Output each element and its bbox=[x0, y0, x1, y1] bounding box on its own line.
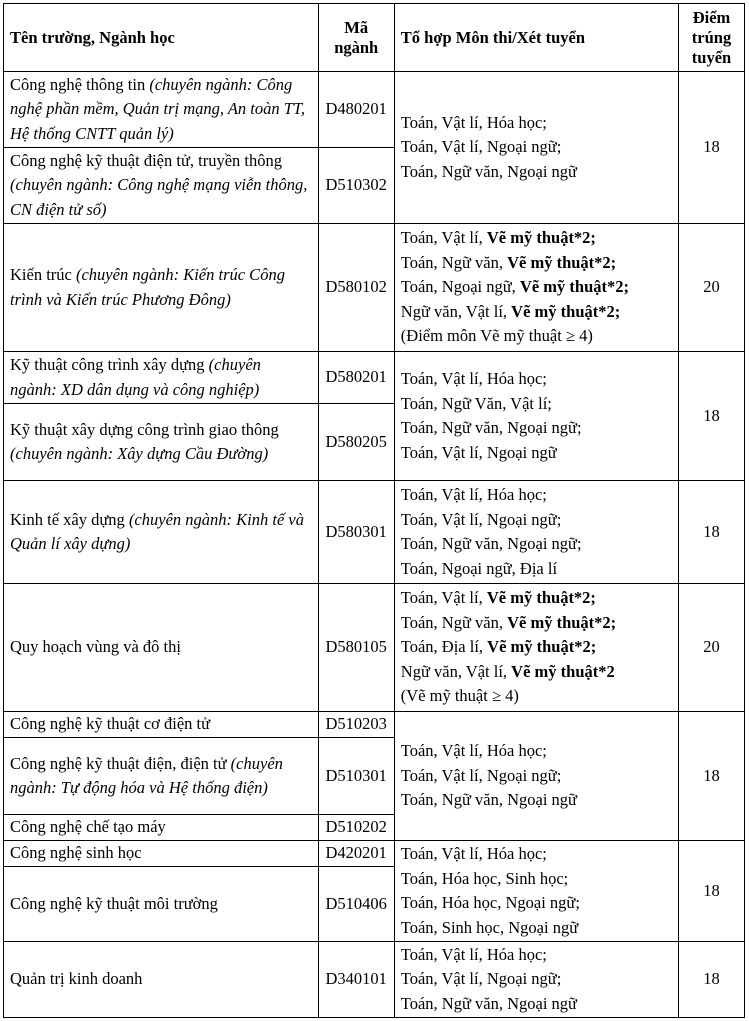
admission-table bbox=[3, 3, 745, 1018]
major-cell: Công nghệ kỹ thuật điện, điện tử (chuyên ngành: Tự động hóa và Hệ thống điện) bbox=[4, 738, 319, 815]
major-cell: Kỹ thuật xây dựng công trình giao thông (chuyên ngành: Xây dựng Cầu Đường) bbox=[4, 404, 319, 481]
code-cell: D510202 bbox=[318, 815, 394, 841]
score-cell: 18 bbox=[679, 481, 745, 584]
code-cell: D580205 bbox=[318, 404, 394, 481]
major-cell: Công nghệ kỹ thuật môi trường bbox=[4, 867, 319, 942]
major-cell: Công nghệ kỹ thuật điện tử, truyền thông (chuyên ngành: Công nghệ mạng viễn thông, CN điện tử số) bbox=[4, 148, 319, 224]
header-code: Mã ngành bbox=[318, 4, 394, 72]
score-cell: 20 bbox=[679, 224, 745, 352]
table-row bbox=[4, 481, 745, 584]
table-row bbox=[4, 584, 745, 712]
code-cell: D510406 bbox=[318, 867, 394, 942]
code-cell: D510302 bbox=[318, 148, 394, 224]
combos-cell: Toán, Vật lí, Hóa học; Toán, Vật lí, Ngoại ngữ; Toán, Ngữ văn, Ngoại ngữ; Toán, Ngoại ngữ, Địa lí bbox=[394, 481, 678, 584]
code-cell: D510203 bbox=[318, 712, 394, 738]
combos-cell: Toán, Vật lí, Hóa học; Toán, Hóa học, Sinh học; Toán, Hóa học, Ngoại ngữ; Toán, Sinh học, Ngoại ngữ bbox=[394, 841, 678, 942]
major-cell: Kinh tế xây dựng (chuyên ngành: Kinh tế và Quản lí xây dựng) bbox=[4, 481, 319, 584]
table-row bbox=[4, 352, 745, 404]
table-row bbox=[4, 72, 745, 148]
combos-cell: Toán, Vật lí, Vẽ mỹ thuật*2; Toán, Ngữ văn, Vẽ mỹ thuật*2; Toán, Địa lí, Vẽ mỹ thuật*2; Ngữ văn, Vật lí, Vẽ mỹ thuật*2 (Vẽ mỹ thuật ≥ 4) bbox=[394, 584, 678, 712]
table-row bbox=[4, 712, 745, 738]
table-row bbox=[4, 841, 745, 867]
major-cell: Quy hoạch vùng và đô thị bbox=[4, 584, 319, 712]
combos-cell: Toán, Vật lí, Hóa học; Toán, Vật lí, Ngoại ngữ; Toán, Ngữ văn, Ngoại ngữ bbox=[394, 942, 678, 1018]
code-cell: D480201 bbox=[318, 72, 394, 148]
major-cell: Kỹ thuật công trình xây dựng (chuyên ngành: XD dân dụng và công nghiệp) bbox=[4, 352, 319, 404]
combos-cell: Toán, Vật lí, Hóa học; Toán, Vật lí, Ngoại ngữ; Toán, Ngữ văn, Ngoại ngữ bbox=[394, 712, 678, 841]
score-cell: 18 bbox=[679, 712, 745, 841]
major-cell: Công nghệ kỹ thuật cơ điện tử bbox=[4, 712, 319, 738]
major-cell: Kiến trúc (chuyên ngành: Kiến trúc Công trình và Kiến trúc Phương Đông) bbox=[4, 224, 319, 352]
header-combos: Tổ hợp Môn thi/Xét tuyển bbox=[394, 4, 678, 72]
code-cell: D580301 bbox=[318, 481, 394, 584]
code-cell: D580105 bbox=[318, 584, 394, 712]
table-row bbox=[4, 942, 745, 1018]
code-cell: D510301 bbox=[318, 738, 394, 815]
score-cell: 18 bbox=[679, 841, 745, 942]
code-cell: D340101 bbox=[318, 942, 394, 1018]
code-cell: D580102 bbox=[318, 224, 394, 352]
score-cell: 18 bbox=[679, 352, 745, 481]
major-cell: Công nghệ chế tạo máy bbox=[4, 815, 319, 841]
score-cell: 18 bbox=[679, 72, 745, 224]
table-row bbox=[4, 224, 745, 352]
header-major: Tên trường, Ngành học bbox=[4, 4, 319, 72]
combos-cell: Toán, Vật lí, Hóa học; Toán, Ngữ Văn, Vật lí; Toán, Ngữ văn, Ngoại ngữ; Toán, Vật lí, Ngoại ngữ bbox=[394, 352, 678, 481]
code-cell: D580201 bbox=[318, 352, 394, 404]
major-cell: Công nghệ sinh học bbox=[4, 841, 319, 867]
header-score: Điểm trúng tuyển bbox=[679, 4, 745, 72]
combos-cell: Toán, Vật lí, Hóa học; Toán, Vật lí, Ngoại ngữ; Toán, Ngữ văn, Ngoại ngữ bbox=[394, 72, 678, 224]
major-cell: Quản trị kinh doanh bbox=[4, 942, 319, 1018]
header-row bbox=[4, 4, 745, 72]
score-cell: 20 bbox=[679, 584, 745, 712]
major-cell: Công nghệ thông tin (chuyên ngành: Công nghệ phần mềm, Quản trị mạng, An toàn TT, Hệ thống CNTT quản lý) bbox=[4, 72, 319, 148]
combos-cell: Toán, Vật lí, Vẽ mỹ thuật*2; Toán, Ngữ văn, Vẽ mỹ thuật*2; Toán, Ngoại ngữ, Vẽ mỹ thuật*2; Ngữ văn, Vật lí, Vẽ mỹ thuật*2; (Điểm môn Vẽ mỹ thuật ≥ 4) bbox=[394, 224, 678, 352]
score-cell: 18 bbox=[679, 942, 745, 1018]
code-cell: D420201 bbox=[318, 841, 394, 867]
